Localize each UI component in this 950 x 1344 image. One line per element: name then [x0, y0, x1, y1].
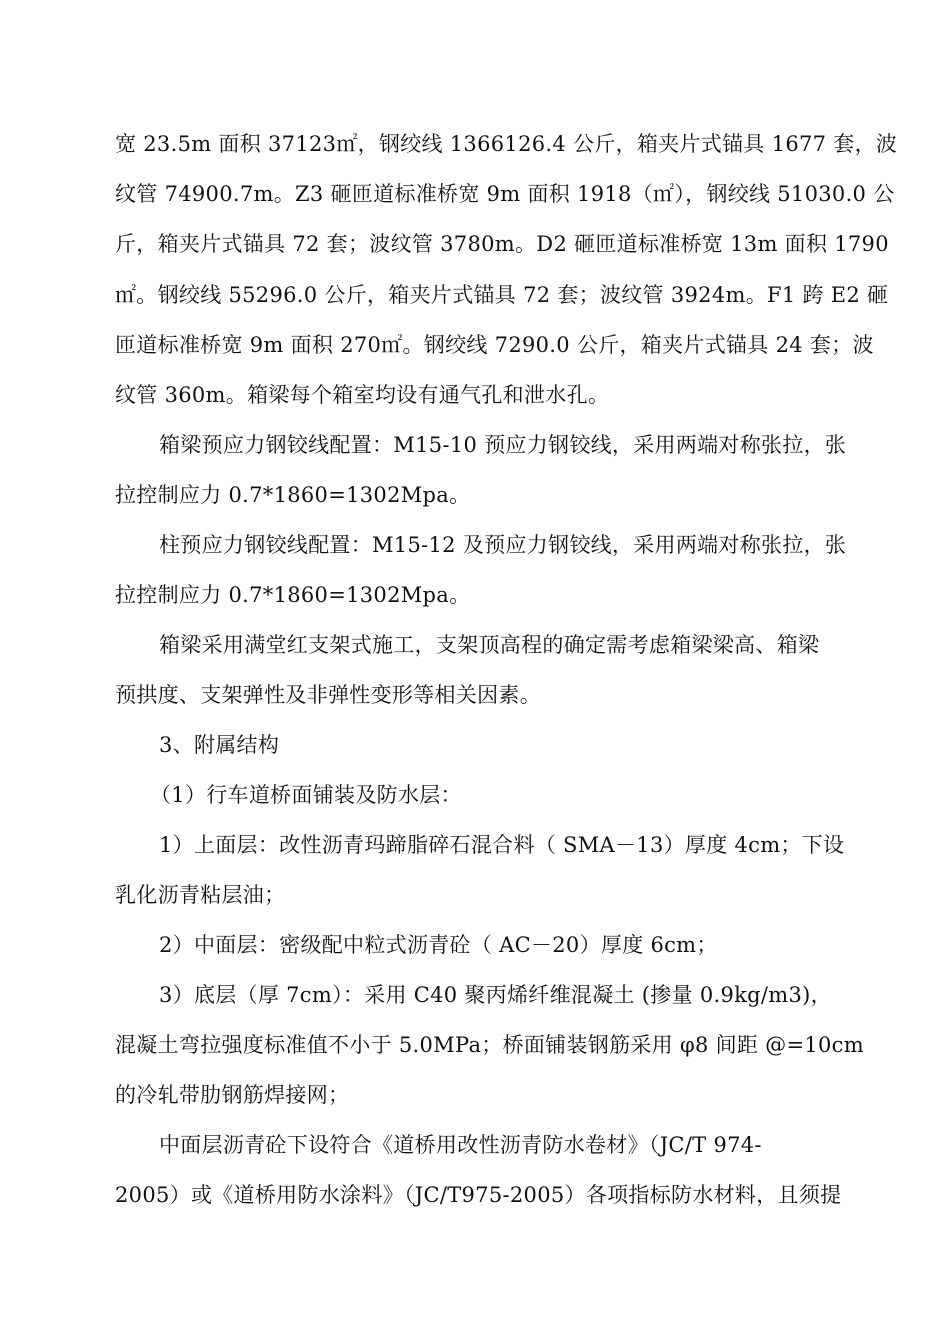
- text-line: 2005）或《道桥用防水涂料》（JC/T975-2005）各项指标防水材料，且须提: [115, 1183, 842, 1207]
- subsection-heading: （1）行车道桥面铺装及防水层：: [150, 783, 462, 807]
- text-line: 混凝土弯拉强度标准值不小于 5.0MPa；桥面铺装钢筋采用 φ8 间距 @=10cm: [115, 1033, 864, 1057]
- text-line: 斤，箱夹片式锚具 72 套；波纹管 3780m。D2 砸匝道标准桥宽 13m 面积 1790: [115, 232, 889, 256]
- text-line: 乳化沥青粘层油；: [115, 883, 286, 907]
- text-line: 中面层沥青砼下设符合《道桥用改性沥青防水卷材》（JC/T 974-: [159, 1133, 762, 1157]
- text-line: 预拱度、支架弹性及非弹性变形等相关因素。: [115, 683, 541, 707]
- text-line: 的冷轧带肋钢筋焊接网；: [115, 1083, 350, 1107]
- text-line: 3）底层（厚 7cm）：采用 C40 聚丙烯纤维混凝土 (掺量 0.9kg/m3)，: [159, 983, 832, 1007]
- text-line: 柱预应力钢铰线配置：M15-12 及预应力钢铰线，采用两端对称张拉，张: [159, 533, 847, 557]
- text-line: 纹管 74900.7m。Z3 砸匝道标准桥宽 9m 面积 1918（㎡），钢绞线 51030.0 公: [115, 182, 895, 206]
- section-heading: 3、附属结构: [159, 733, 280, 757]
- text-line: 1）上面层：改性沥青玛蹄脂碎石混合料（ SMA－13）厚度 4cm；下设: [159, 833, 845, 857]
- text-line: 拉控制应力 0.7*1860=1302Mpa。: [115, 583, 471, 607]
- text-line: 匝道标准桥宽 9m 面积 270㎡。钢绞线 7290.0 公斤，箱夹片式锚具 24 套；波: [115, 333, 874, 357]
- text-line: 拉控制应力 0.7*1860=1302Mpa。: [115, 483, 471, 507]
- text-line: 2）中面层：密级配中粒式沥青砼（ AC－20）厚度 6cm；: [159, 933, 718, 957]
- text-line: 箱梁预应力钢铰线配置：M15-10 预应力钢铰线，采用两端对称张拉，张: [159, 433, 847, 457]
- text-line: 宽 23.5m 面积 37123㎡，钢绞线 1366126.4 公斤，箱夹片式锚具 1677 套，波: [115, 132, 898, 156]
- text-line: 纹管 360m。箱梁每个箱室均设有通气孔和泄水孔。: [115, 383, 610, 407]
- text-line: ㎡。钢绞线 55296.0 公斤，箱夹片式锚具 72 套；波纹管 3924m。F1 跨 E2 砸: [115, 283, 889, 307]
- text-line: 箱梁采用满堂红支架式施工，支架顶高程的确定需考虑箱梁梁高、箱梁: [159, 633, 820, 657]
